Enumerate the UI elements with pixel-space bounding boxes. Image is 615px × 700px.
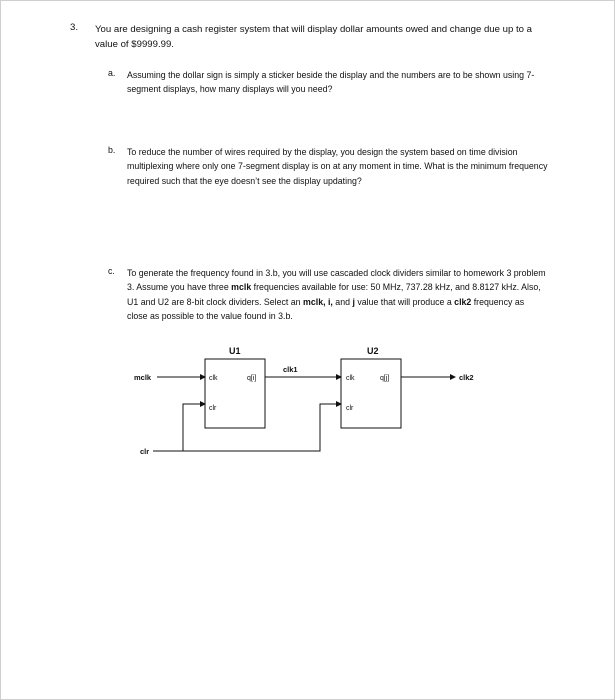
clk2-output-label: clk2	[459, 373, 474, 382]
clr-input-label: clr	[140, 447, 150, 456]
clk1-net-label: clk1	[283, 365, 298, 374]
j-emphasis: j	[352, 296, 355, 307]
mclk-emphasis: mclk	[231, 282, 252, 293]
part-a-text: Assuming the dollar sign is simply a sticker beside the display and the numbers are to be shown using 7-segment displays, how many displays will you need?	[127, 70, 535, 95]
u2-q-pin: q[j]	[380, 375, 390, 382]
u1-q-pin: q[i]	[247, 375, 257, 382]
select-emphasis: mclk, i,	[303, 296, 333, 307]
part-c-text: To generate the frequency found in 3.b, you will use cascaded clock dividers similar to homework 3 problem 3. Assume you have three mclk frequencies available for use: 50 MHz, 737.28 kHz, and 8.8127 kHz. Also, U1 and U2 are 8-bit clock dividers. Select an mclk, i, and j value that will produce a clk2 frequency as close as possible to the value found in 3.b.	[127, 268, 546, 322]
mclk-input-label: mclk	[134, 373, 152, 382]
part-b-text: To reduce the number of wires required by the display, you design the system based on time division multiplexing where only one 7-segment display is on at any moment in time. What is the minimum frequency required such that the eye doesn’t see the display updating?	[127, 147, 548, 186]
u1-clk-pin: clk	[209, 375, 218, 382]
u2-clk-pin: clk	[346, 375, 355, 382]
clr-u1-wire	[183, 404, 205, 451]
u1-label: U1	[229, 346, 241, 356]
u2-clr-pin: clr	[346, 405, 354, 412]
u1-clr-pin: clr	[209, 405, 217, 412]
u1-divider-block	[205, 359, 265, 428]
question-stem: You are designing a cash register system that will display dollar amounts owed and change due up to a value of $9999.99.	[95, 24, 532, 50]
clk2-emphasis: clk2	[454, 296, 472, 307]
part-c-letter: c.	[108, 266, 115, 276]
u2-divider-block	[341, 359, 401, 428]
part-b-letter: b.	[108, 145, 116, 155]
part-a-letter: a.	[108, 68, 116, 78]
u2-label: U2	[367, 346, 379, 356]
question-number: 3.	[70, 22, 79, 33]
